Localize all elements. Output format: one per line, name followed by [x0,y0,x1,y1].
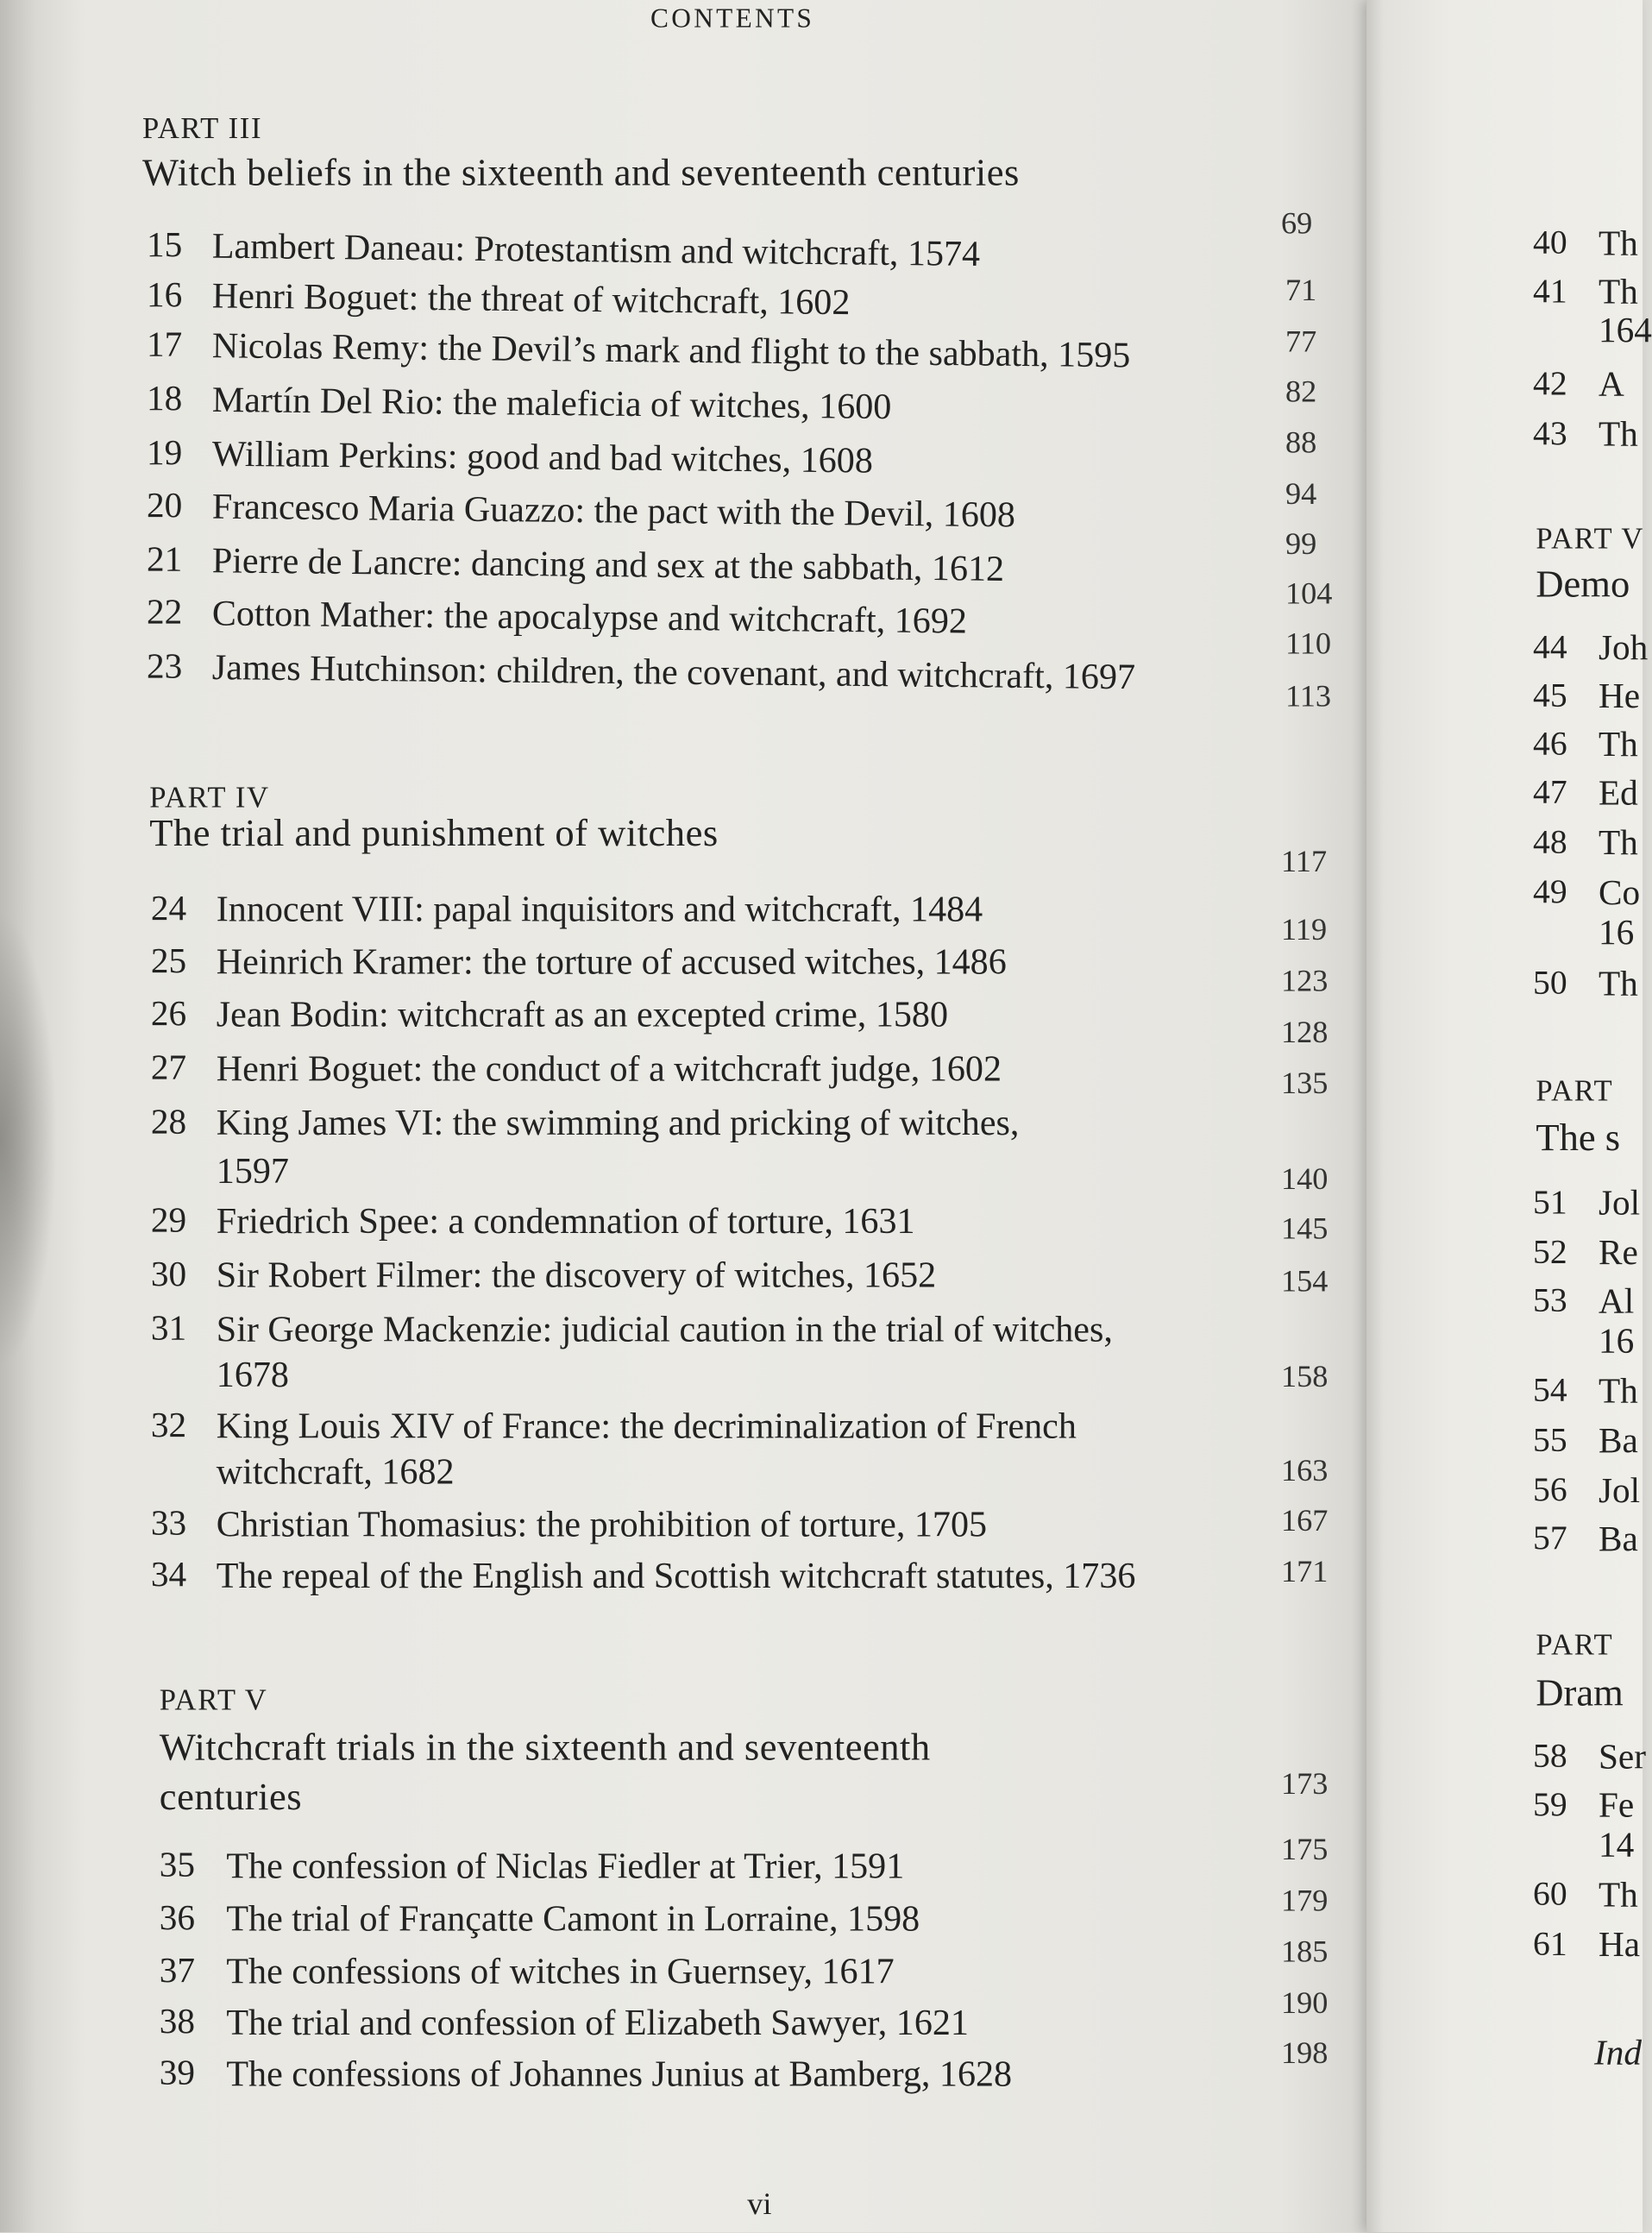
entry-number: 48 [1533,824,1567,862]
entry-number: 38 [159,2003,196,2042]
entry-number: 43 [1533,415,1567,453]
entry-page-number: 135 [1281,1065,1329,1101]
entry-page-number: 179 [1281,1882,1329,1918]
entry-page-number: 110 [1285,625,1332,661]
part-title: Dram [1536,1671,1624,1714]
entry-number: 42 [1533,366,1567,403]
entry-title: William Perkins: good and bad witches, 1608 [211,432,874,481]
page-shadow [0,911,57,1367]
entry-page-number: 113 [1285,677,1332,714]
entry-number: 54 [1533,1372,1567,1410]
entry-title: Christian Thomasius: the prohibition of torture, 1705 [216,1503,988,1545]
entry-number: 49 [1533,874,1567,911]
entry-number: 32 [150,1406,187,1445]
entry-number: 58 [1533,1738,1567,1776]
entry-title-fragment: Jol [1598,1472,1641,1511]
entry-number: 35 [159,1846,196,1885]
entry-page-number: 104 [1285,575,1333,611]
entry-title: Martín Del Rio: the maleficia of witches, 1600 [211,378,892,427]
entry-number: 36 [159,1899,196,1938]
part-title: The trial and punishment of witches [149,811,719,854]
part-title: Witchcraft trials in the sixteenth and seventeenth [159,1725,931,1769]
entry-title: 1597 [216,1150,289,1192]
entry-page-number: 71 [1285,272,1317,308]
part-title: Demo [1536,562,1630,606]
entry-title: The trial and confession of Elizabeth Sawyer, 1621 [226,2001,969,2043]
entry-title: The confession of Niclas Fiedler at Trier, 1591 [226,1845,905,1887]
entry-number: 53 [1533,1282,1567,1320]
entry-title: witchcraft, 1682 [216,1450,455,1493]
entry-number: 61 [1533,1926,1567,1964]
entry-title: Friedrich Spee: a condemnation of torture, 1631 [216,1199,915,1242]
entry-number: 39 [159,2054,196,2093]
part-label: PART [1536,1073,1614,1108]
entry-number: 20 [146,487,183,525]
entry-page-number: 82 [1285,373,1317,409]
entry-number: 46 [1533,726,1567,764]
part-label: PART V [1536,520,1645,556]
entry-title-fragment: Th [1598,726,1638,765]
entry-title: Francesco Maria Guazzo: the pact with the Devil, 1608 [211,485,1016,536]
entry-number: 21 [146,541,183,580]
right-page [1366,0,1652,2232]
part-title: Witch beliefs in the sixteenth and seventeenth centuries [142,150,1020,194]
entry-number: 60 [1533,1876,1567,1914]
entry-title-fragment: Co [1598,874,1641,913]
entry-title-fragment: 164 [1598,311,1652,350]
entry-number: 37 [159,1952,196,1991]
entry-number: 27 [150,1049,187,1088]
entry-number: 26 [150,995,187,1034]
running-header: CONTENTS [650,3,815,35]
entry-title-fragment: Ed [1598,774,1638,814]
entry-page-number: 171 [1281,1553,1329,1589]
entry-page-number: 163 [1281,1452,1329,1488]
entry-page-number: 154 [1281,1262,1329,1299]
entry-page-number: 88 [1285,424,1317,460]
part-page-number: 69 [1281,204,1313,241]
entry-title-fragment: 16 [1598,914,1635,953]
entry-title: Henri Boguet: the threat of witchcraft, 1602 [211,274,851,324]
entry-page-number: 128 [1281,1013,1329,1050]
entry-title: Nicolas Remy: the Devil’s mark and flight to the sabbath, 1595 [211,324,1131,376]
entry-number: 50 [1533,965,1567,1003]
part-page-number: 117 [1281,842,1328,879]
entry-title: The trial of Françatte Camont in Lorraine, 1598 [226,1897,920,1940]
entry-page-number: 77 [1285,323,1317,359]
entry-title: The confessions of witches in Guernsey, 1617 [226,1950,895,1992]
page-folio: vi [747,2185,772,2221]
entry-number: 56 [1533,1472,1567,1509]
entry-page-number: 185 [1281,1933,1329,1969]
entry-title: Pierre de Lancre: dancing and sex at the sabbath, 1612 [211,539,1005,589]
entry-number: 24 [150,890,187,928]
entry-title-fragment: 14 [1598,1826,1635,1865]
entry-title: Heinrich Kramer: the torture of accused witches, 1486 [216,940,1007,983]
entry-title-fragment: Jol [1598,1184,1641,1223]
part-title: The s [1536,1116,1621,1160]
part-label: PART V [159,1683,268,1717]
entry-title: Henri Boguet: the conduct of a witchcraft judge, 1602 [216,1047,1002,1090]
entry-number: 16 [146,276,183,315]
entry-number: 44 [1533,629,1567,667]
entry-title: James Hutchinson: children, the covenant, and witchcraft, 1697 [211,646,1136,698]
entry-page-number: 145 [1281,1210,1329,1246]
entry-title-fragment: Th [1598,965,1638,1004]
entry-title: 1678 [216,1354,289,1395]
entry-title-fragment: Th [1598,1372,1638,1412]
entry-title-fragment: Th [1598,415,1638,455]
entry-number: 47 [1533,774,1567,812]
entry-title: The confessions of Johannes Junius at Bamberg, 1628 [226,2053,1013,2095]
part-label: PART IV [149,780,270,815]
entry-title: Lambert Daneau: Protestantism and witchcraft, 1574 [211,224,981,274]
entry-number: 17 [146,325,183,365]
entry-page-number: 167 [1281,1501,1329,1538]
entry-number: 41 [1533,273,1567,311]
entry-title: Cotton Mather: the apocalypse and witchcraft, 1692 [211,592,968,642]
part-label: PART III [142,110,263,146]
entry-title-fragment: 16 [1598,1322,1635,1362]
entry-number: 19 [146,434,183,473]
entry-number: 15 [146,226,183,265]
entry-number: 28 [150,1103,187,1142]
entry-number: 52 [1533,1234,1567,1272]
entry-title: King Louis XIV of France: the decriminalization of French [216,1405,1077,1447]
entry-title-fragment: Th [1598,224,1638,264]
entry-page-number: 158 [1281,1358,1329,1394]
entry-page-number: 190 [1281,1985,1329,2021]
entry-number: 57 [1533,1520,1567,1558]
entry-title: The repeal of the English and Scottish witchcraft statutes, 1736 [216,1554,1136,1596]
entry-title: King James VI: the swimming and pricking of witches, [216,1102,1020,1143]
entry-number: 22 [146,594,183,632]
entry-title-fragment: He [1598,677,1641,716]
entry-title: Innocent VIII: papal inquisitors and witchcraft, 1484 [216,888,983,930]
entry-title-fragment: Ha [1598,1926,1641,1965]
entry-title-fragment: Re [1598,1234,1638,1274]
entry-title: Jean Bodin: witchcraft as an excepted crime, 1580 [216,993,949,1035]
entry-title-fragment: Ba [1598,1422,1638,1461]
entry-number: 33 [150,1505,187,1544]
entry-title-fragment: Joh [1598,629,1649,668]
entry-number: 31 [150,1310,187,1349]
entry-page-number: 99 [1285,525,1317,562]
entry-title: Sir Robert Filmer: the discovery of witches, 1652 [216,1254,937,1296]
entry-number: 25 [150,942,187,981]
entry-page-number: 94 [1285,475,1317,512]
entry-title-fragment: Th [1598,824,1638,863]
entry-page-number: 140 [1281,1160,1329,1196]
part-label: PART [1536,1626,1614,1662]
entry-number: 40 [1533,224,1567,262]
entry-title-fragment: Ser [1598,1738,1646,1777]
entry-number: 45 [1533,677,1567,715]
entry-number: 18 [146,380,183,419]
entry-number: 23 [146,647,183,687]
entry-page-number: 123 [1281,962,1329,998]
entry-title-fragment: A [1598,366,1624,405]
entry-page-number: 198 [1281,2034,1329,2071]
part-page-number: 173 [1281,1765,1329,1802]
entry-title-fragment: Ba [1598,1520,1638,1559]
entry-page-number: 119 [1281,911,1328,947]
part-title: centuries [159,1775,303,1819]
entry-title-fragment: Fe [1598,1786,1635,1826]
index-entry: Ind [1594,2034,1642,2073]
entry-number: 30 [150,1255,187,1294]
entry-number: 51 [1533,1184,1567,1222]
entry-title-fragment: Al [1598,1282,1635,1322]
entry-number: 34 [150,1556,187,1595]
entry-page-number: 175 [1281,1830,1329,1867]
entry-number: 59 [1533,1786,1567,1824]
entry-title-fragment: Th [1598,273,1638,312]
entry-title-fragment: Th [1598,1876,1638,1915]
entry-number: 55 [1533,1422,1567,1460]
entry-number: 29 [150,1201,187,1241]
entry-title: Sir George Mackenzie: judicial caution in the trial of witches, [216,1308,1113,1350]
